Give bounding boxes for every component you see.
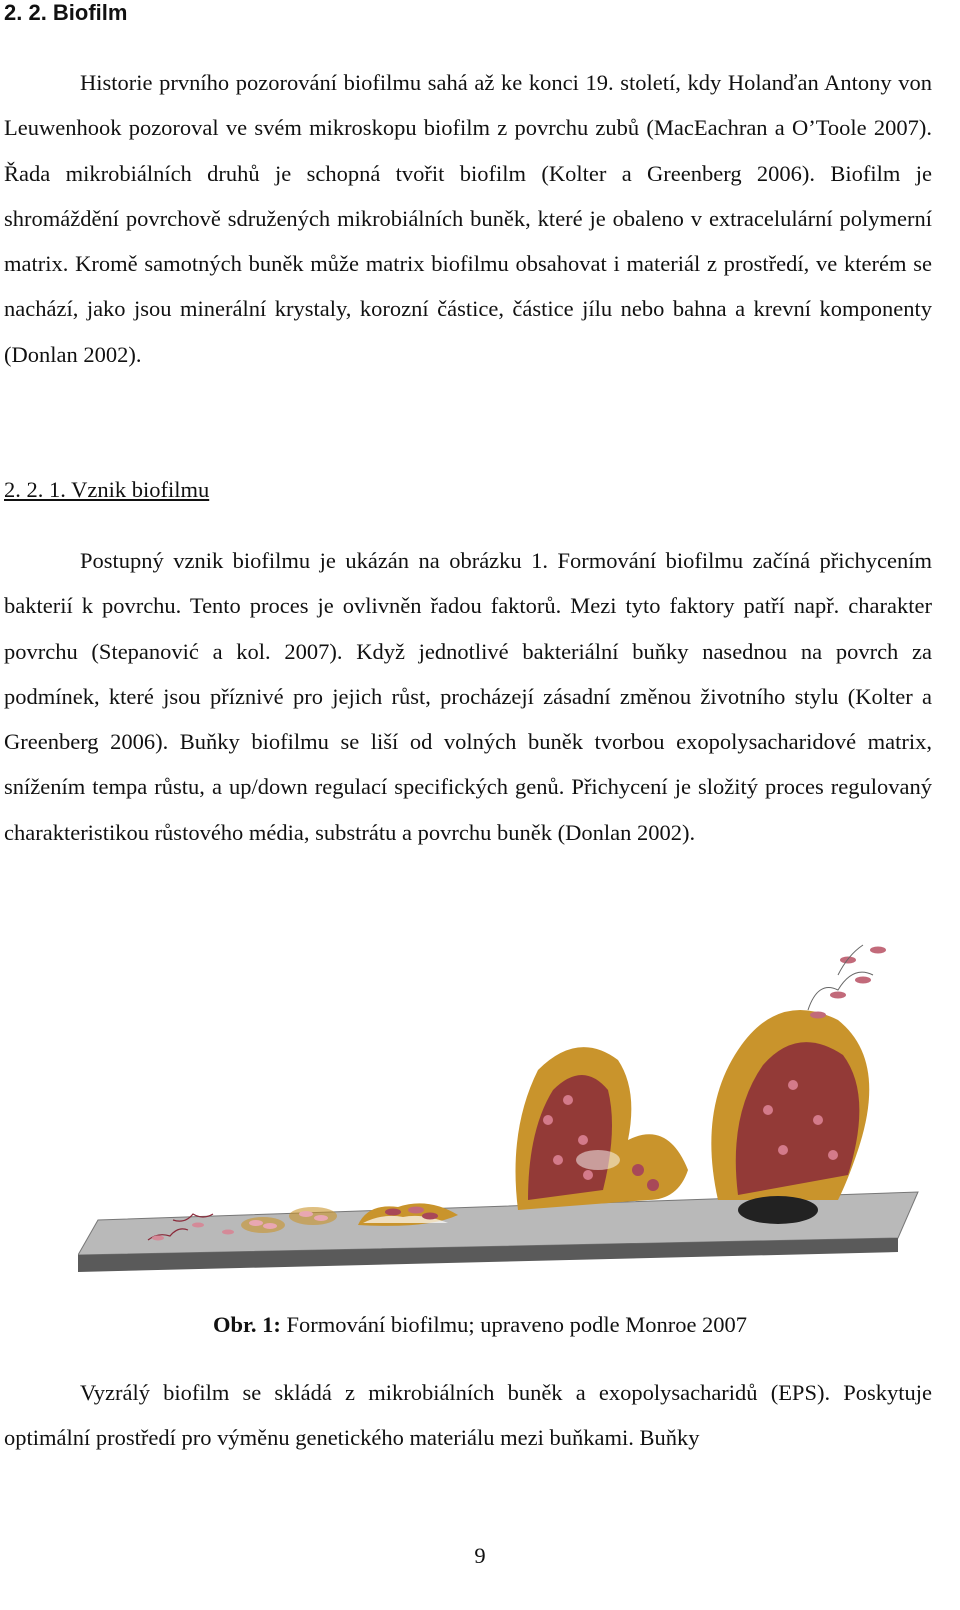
paragraph-history: Historie prvního pozorování biofilmu sahá až ke konci 19. století, kdy Holanďan Antony von Leuwenhook pozoroval ve svém mikroskopu biofilm z povrchu zubů (MacEachran a O’Toole 2007). Řada mikrobiálních druhů je schopná tvořit biofilm (Kolter a Greenberg 2006). Biofilm je shromáždění povrchově sdružených mikrobiálních buněk, které je obaleno v extracelulární polymerní matrix. Kromě samotných buněk může matrix biofilmu obsahovat i materiál z prostředí, ve kterém se nachází, jako jsou minerální krystaly, korozní částice, částice jílu nebo bahna a krevní komponenty (Donlan 2002). xyxy=(4,70,932,367)
page-number: 9 xyxy=(474,1543,486,1568)
figure-caption xyxy=(0,1310,960,1340)
stage-early-matrix xyxy=(358,1203,458,1225)
paragraph-mature-biofilm: Vyzrálý biofilm se skládá z mikrobiálních buněk a exopolysacharidů (EPS). Poskytuje optimální prostředí pro výměnu genetického materiálu mezi buňkami. Buňky xyxy=(4,1380,932,1451)
subsection-heading: 2. 2. 1. Vznik biofilmu xyxy=(4,477,210,502)
figure-caption-text: Formování biofilmu; upraveno podle Monroe 2007 xyxy=(280,1312,748,1337)
biofilm-formation-figure xyxy=(78,920,928,1280)
figure-caption-label: Obr. 1: xyxy=(212,1312,281,1337)
paragraph-formation: Postupný vznik biofilmu je ukázán na obrázku 1. Formování biofilmu začíná přichycením bakterií k povrchu. Tento proces je ovlivněn řadou faktorů. Mezi tyto faktory patří např. charakter povrchu (Stepanović a kol. 2007). Když jednotlivé bakteriální buňky nasednou na povrch za podmínek, které jsou příznivé pro jejich růst, procházejí zásadní změnou životního stylu (Kolter a Greenberg 2006). Buňky biofilmu se liší od volných buněk tvorbou exopolysacharidové matrix, snížením tempa růstu, a up/down regulací specifických genů. Přichycení je složitý proces regulovaný charakteristikou růstového média, substrátu a povrchu buněk (Donlan 2002). xyxy=(4,548,932,845)
section-heading: 2. 2. Biofilm xyxy=(4,0,128,25)
stage-dispersal xyxy=(711,945,886,1224)
stage-maturation xyxy=(516,1047,689,1210)
